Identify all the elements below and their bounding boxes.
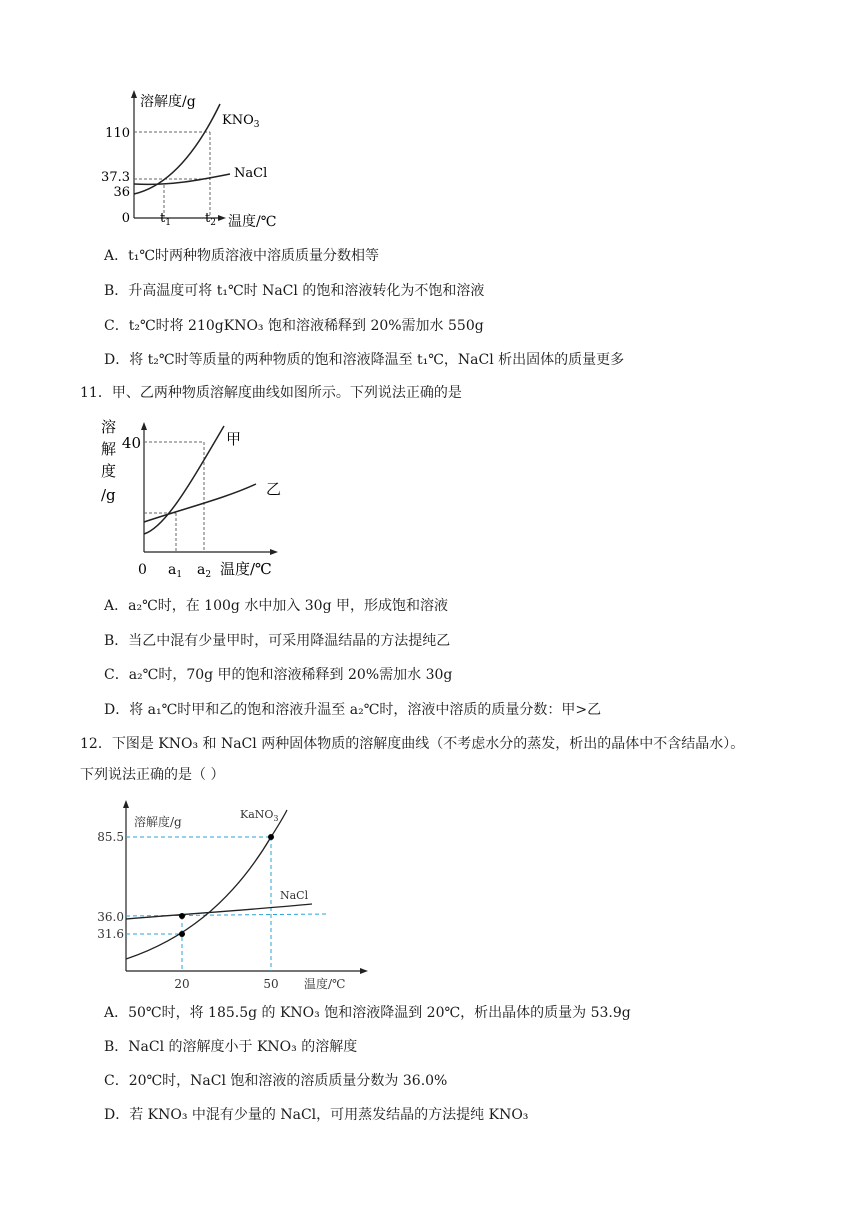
q11-option-b: B．当乙中混有少量甲时，可采用降温结晶的方法提纯乙: [104, 633, 451, 649]
q12-option-a: A．50℃时，将 185.5g 的 KNO₃ 饱和溶液降温到 20℃，析出晶体的质量为 53.9g: [104, 1005, 631, 1021]
q12-xlabel: 温度/℃: [304, 977, 346, 991]
q12-option-d: D．若 KNO₃ 中混有少量的 NaCl，可用蒸发结晶的方法提纯 KNO₃: [104, 1107, 529, 1123]
q10-xlabel: 温度/℃: [228, 214, 277, 230]
q12-ytick-36-0: 36.0: [97, 910, 124, 924]
q10-option-a: A．t₁℃时两种物质溶液中溶质质量分数相等: [104, 248, 380, 264]
q11-y-axis-arrow: [141, 422, 147, 430]
q11-ytick-40: 40: [121, 434, 141, 452]
q10-x-axis-arrow: [218, 215, 226, 221]
q12-option-c: C．20℃时，NaCl 饱和溶液的溶质质量分数为 36.0%: [104, 1073, 448, 1089]
q11-xtick-a2: $a_2$: [197, 562, 212, 580]
q10-solubility-chart: [100, 86, 300, 236]
q12-ylabel: 溶解度/g: [134, 815, 182, 829]
q11-ylabel-2: 解: [101, 440, 117, 458]
q11-solubility-chart: [96, 412, 296, 582]
q10-option-d: D．将 t₂℃时等质量的两种物质的饱和溶液降温至 t₁℃，NaCl 析出固体的质量更多: [104, 352, 625, 368]
q11-ylabel-4: /g: [101, 486, 116, 504]
q12-option-b: B．NaCl 的溶解度小于 KNO₃ 的溶解度: [104, 1039, 358, 1055]
q12-nacl-label: NaCl: [280, 889, 309, 902]
q11-xtick-a1: $a_1$: [168, 562, 183, 580]
q10-ytick-36: 36: [113, 185, 130, 200]
q10-nacl-label: NaCl: [234, 166, 268, 181]
q12-xtick-20: 20: [174, 977, 190, 991]
q11-yi-curve: [144, 484, 256, 522]
q12-solubility-chart: [90, 796, 380, 996]
q11-jia-label: 甲: [226, 430, 242, 448]
q10-ytick-110: 110: [105, 126, 130, 141]
q10-origin: 0: [121, 211, 130, 226]
q11-origin: 0: [138, 562, 147, 578]
q12-point-kno3-20: [179, 931, 185, 937]
q10-y-axis-arrow: [131, 90, 137, 98]
q11-ylabel-3: 度: [101, 462, 117, 480]
q12-ytick-85-5: 85.5: [97, 830, 124, 844]
q12-guide-36-0: [126, 914, 326, 916]
q12-ytick-31-6: 31.6: [97, 927, 124, 941]
q10-option-c: C．t₂℃时将 210gKNO₃ 饱和溶液稀释到 20%需加水 550g: [104, 318, 484, 334]
q12-point-nacl-20: [179, 913, 185, 919]
q12-kno3-label: KaNO$_3$: [240, 808, 279, 823]
q10-kno3-label: $KNO_3$: [222, 113, 260, 130]
q10-ylabel: 溶解度/g: [140, 94, 196, 110]
q12-stem-line2: 下列说法正确的是（ ）: [80, 767, 225, 783]
q11-option-d: D．将 a₁℃时甲和乙的饱和溶液升温至 a₂℃时，溶液中溶质的质量分数：甲>乙: [104, 702, 602, 718]
q11-ylabel-1: 溶: [101, 418, 117, 436]
q11-x-axis-arrow: [270, 549, 278, 555]
q10-kno3-curve: [134, 104, 220, 194]
q12-y-axis-arrow: [123, 800, 129, 808]
q12-nacl-curve: [126, 904, 312, 919]
q10-xtick-t1: $t_1$: [160, 211, 171, 228]
q12-point-kno3-50: [268, 834, 274, 840]
q11-option-a: A．a₂℃时，在 100g 水中加入 30g 甲，形成饱和溶液: [104, 598, 448, 614]
q12-x-axis-arrow: [360, 968, 368, 974]
q11-stem: 11．甲、乙两种物质溶解度曲线如图所示。下列说法正确的是: [80, 385, 462, 401]
q11-option-c: C．a₂℃时，70g 甲的饱和溶液稀释到 20%需加水 30g: [104, 667, 453, 683]
q10-option-b: B．升高温度可将 t₁℃时 NaCl 的饱和溶液转化为不饱和溶液: [104, 283, 485, 299]
q12-xtick-50: 50: [263, 977, 279, 991]
q12-kno3-curve: [126, 810, 287, 959]
q10-xtick-t2: $t_2$: [205, 211, 216, 228]
q11-yi-label: 乙: [266, 480, 282, 498]
q12-stem-line1: 12．下图是 KNO₃ 和 NaCl 两种固体物质的溶解度曲线（不考虑水分的蒸发，析出的晶体中不含结晶水）。: [80, 736, 745, 752]
q10-ytick-37-3: 37.3: [101, 170, 130, 185]
q11-xlabel: 温度/℃: [220, 560, 272, 578]
